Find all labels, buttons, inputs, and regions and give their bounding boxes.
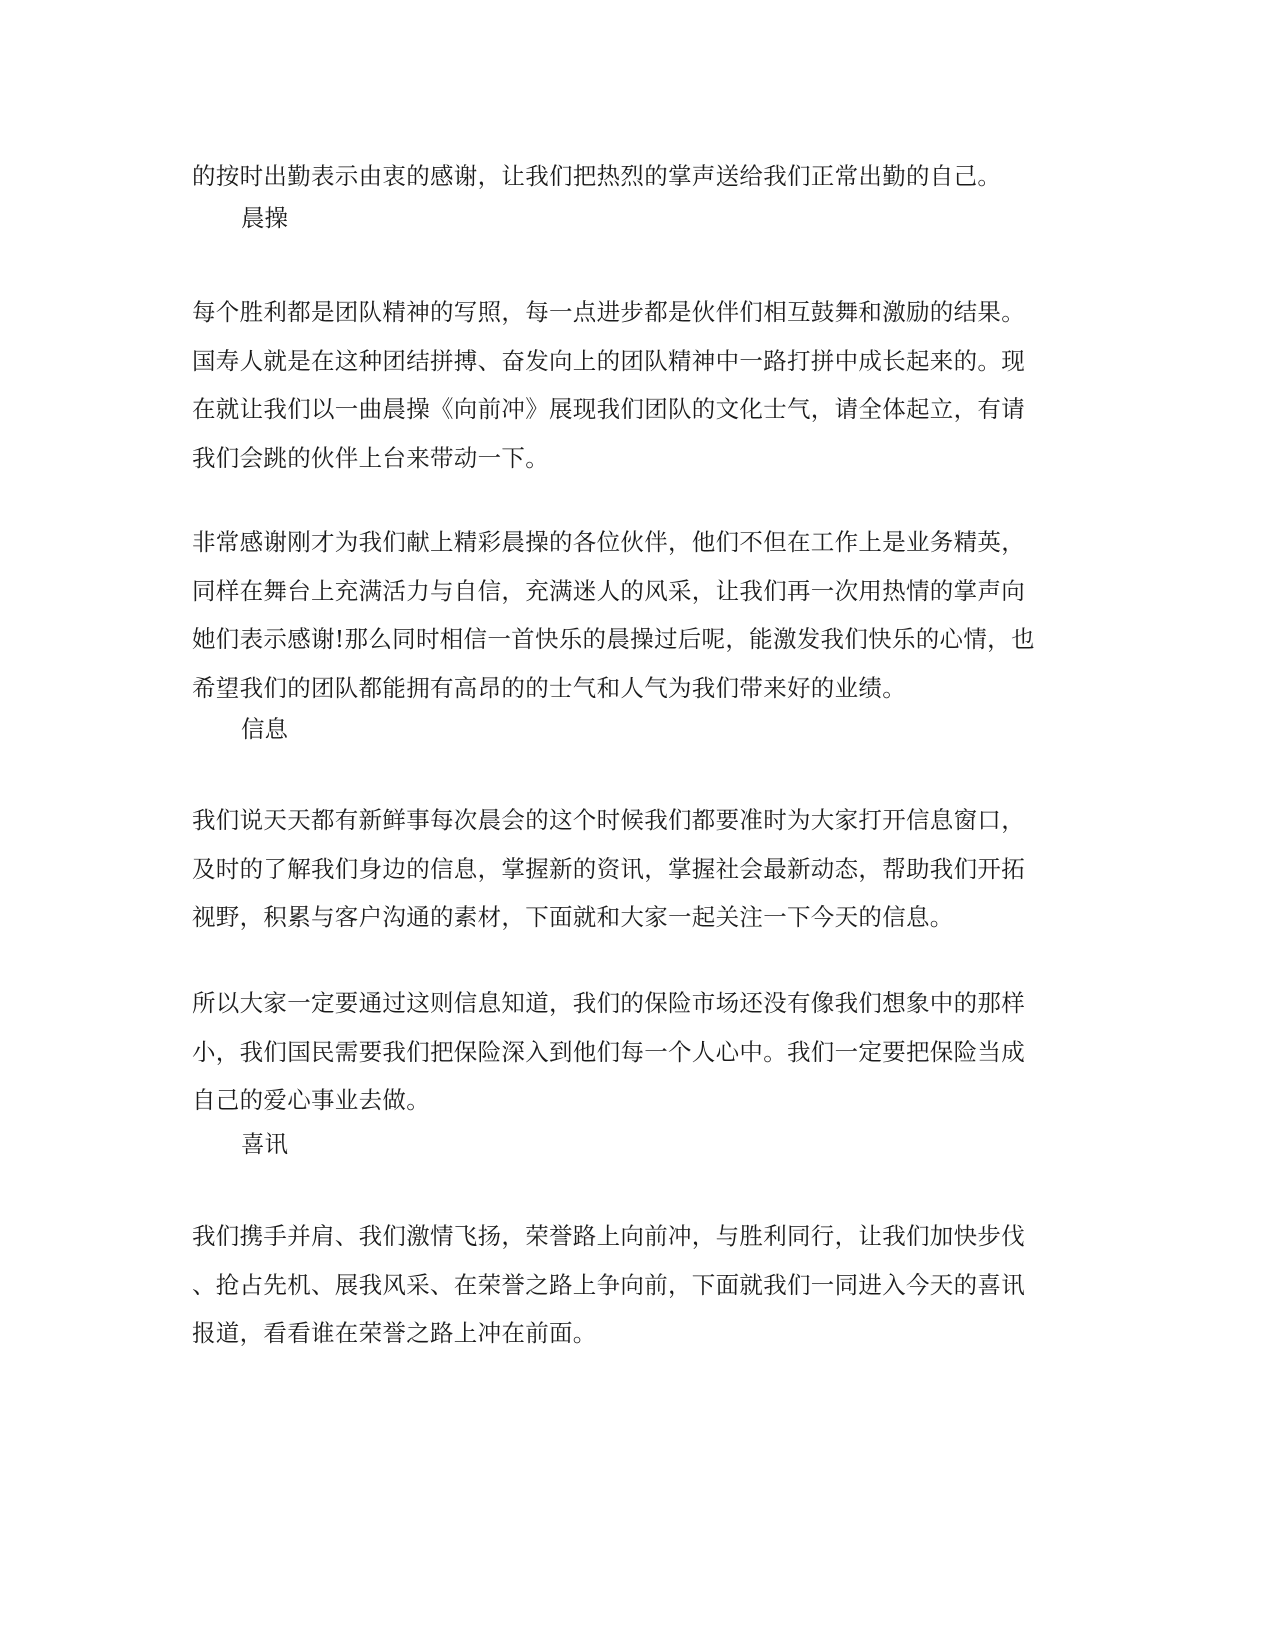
text-line: 及时的了解我们身边的信息，掌握新的资讯，掌握社会最新动态，帮助我们开拓 [192, 854, 1025, 883]
text-line: 我们说天天都有新鲜事每次晨会的这个时候我们都要准时为大家打开信息窗口， [192, 806, 1025, 834]
text-line: 所以大家一定要通过这则信息知道，我们的保险市场还没有像我们想象中的那样 [192, 989, 1025, 1017]
text-line: 国寿人就是在这种团结拼搏、奋发向上的团队精神中一路打拼中成长起来的。现 [192, 346, 1025, 375]
text-line: 每个胜利都是团队精神的写照，每一点进步都是伙伴们相互鼓舞和激励的结果。 [192, 298, 1025, 326]
text-line: 她们表示感谢!那么同时相信一首快乐的晨操过后呢，能激发我们快乐的心情，也 [192, 625, 1035, 653]
paragraph [192, 796, 1082, 942]
text-line: 非常感谢刚才为我们献上精彩晨操的各位伙伴，他们不但在工作上是业务精英， [192, 528, 1025, 556]
paragraph [192, 288, 1082, 482]
text-line: 希望我们的团队都能拥有高昂的的士气和人气为我们带来好的业绩。 [192, 673, 906, 702]
section-heading-good-news: 喜讯 [241, 1130, 288, 1158]
text-line: 报道，看看谁在荣誉之路上冲在前面。 [192, 1319, 597, 1347]
text-line: 在就让我们以一曲晨操《向前冲》展现我们团队的文化士气，请全体起立，有请 [192, 395, 1025, 423]
paragraph [192, 518, 1082, 712]
text-line: 、抢占先机、展我风采、在荣誉之路上争向前，下面就我们一同进入今天的喜讯 [192, 1270, 1025, 1299]
text-line: 小，我们国民需要我们把保险深入到他们每一个人心中。我们一定要把保险当成 [192, 1037, 1025, 1066]
paragraph [192, 979, 1082, 1125]
section-heading-information: 信息 [241, 715, 288, 743]
text-line: 我们会跳的伙伴上台来带动一下。 [192, 443, 549, 472]
text-line: 我们携手并肩、我们激情飞扬，荣誉路上向前冲，与胜利同行，让我们加快步伐 [192, 1222, 1025, 1250]
section-heading-morning-exercise: 晨操 [241, 204, 288, 232]
text-line: 同样在舞台上充满活力与自信，充满迷人的风采，让我们再一次用热情的掌声向 [192, 576, 1025, 605]
text-line: 自己的爱心事业去做。 [192, 1086, 430, 1114]
intro-paragraph [192, 152, 1082, 201]
text-line: 视野，积累与客户沟通的素材，下面就和大家一起关注一下今天的信息。 [192, 903, 954, 931]
paragraph [192, 1212, 1082, 1358]
text-line: 的按时出勤表示由衷的感谢，让我们把热烈的掌声送给我们正常出勤的自己。 [192, 162, 1002, 190]
